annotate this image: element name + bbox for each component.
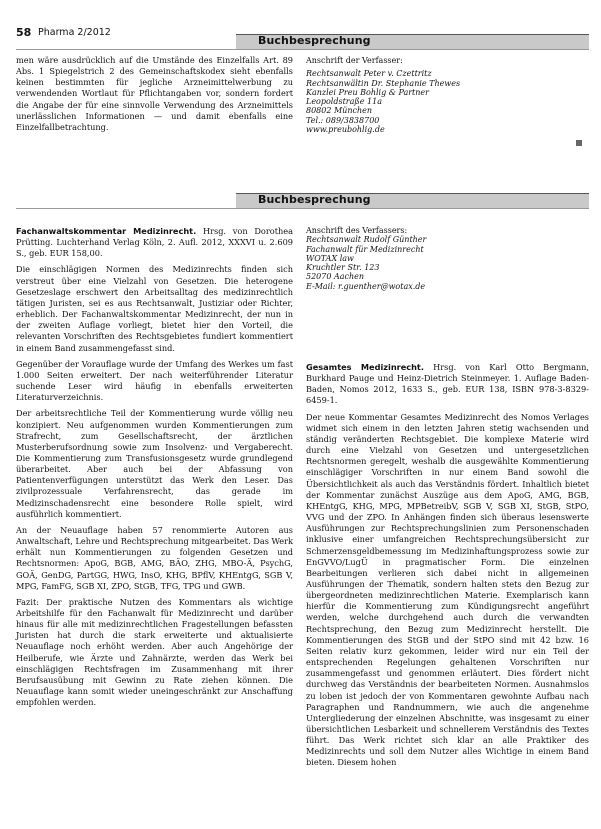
address-line: 80802 München bbox=[306, 106, 373, 116]
journal-title: Pharma 2/2012 bbox=[38, 27, 111, 38]
section-bar-review bbox=[236, 193, 589, 209]
right-book-title: Gesamtes Medizinrecht. bbox=[306, 362, 424, 372]
address-line: Rechtsanwalt Rudolf Günther bbox=[306, 235, 427, 245]
left-paragraph: An der Neuauflage haben 57 renommierte Autoren aus Anwaltschaft, Lehre und Rechtsprechung mitgearbeitet. Das Werk erhält nun Kommentierungen zu folgenden Gesetzen und Rechtsnormen: ApoG, BGB, AMG, BÄO, ZHG, MBO-Ä, PsychG, GOÄ, GenDG, PartGG, HWG, InsO, KHG, BPflV, KHEntgG, SGB V, MPG, FamFG, SGB XI, ZPO, StGB, TFG, TPG und GWB. bbox=[16, 524, 293, 591]
left-paragraph: Fazit: Der praktische Nutzen des Kommentars als wichtige Arbeitshilfe für den Fachanwalt für Medizinrecht und darüber hinaus für alle mit medizinrechtlichen Fragestellungen befassten Juristen hat durch die stark erweiterte und aktualisierte Neuauflage noch erhöht werden. Aber auch Angehörige der Heilberufe, wie Ärzte und Zahnärzte, werden das Werk bei einschlägigen Rechtsfragen im Zusammenhang mit ihrer Berufsausübung mit Gewinn zu Rate ziehen können. Die Neuauflage kann somit wieder uneingeschränkt zur Anschaffung empfohlen werden. bbox=[16, 596, 293, 708]
section-title-review: Buchbesprechung bbox=[258, 193, 371, 206]
page-number: 58 bbox=[16, 26, 32, 39]
right-review-header bbox=[306, 362, 589, 407]
address-line: Rechtsanwältin Dr. Stephanie Thewes bbox=[306, 78, 461, 88]
section-title-top: Buchbesprechung bbox=[258, 34, 371, 47]
address-line: Leopoldstraße 11a bbox=[306, 97, 382, 107]
left-review-header bbox=[16, 226, 293, 259]
address-line: Kanzlei Preu Bohlig & Partner bbox=[306, 87, 429, 97]
address-line: WOTAX law bbox=[306, 253, 354, 263]
address-line: E-Mail: r.guenther@wotax.de bbox=[306, 281, 426, 291]
right-paragraph: Der neue Kommentar Gesamtes Medizinrecht des Nomos Verlages widmet sich einem in den letzten Jahren stetig wachsenden und ständig veränderten Rechtsgebiet. Die komplexe Materie wird durch eine Vielzahl von Gesetzen und untergesetzlichen Rechtsnormen geregelt, weshalb die ausgewählte Kommentierung einschlägiger Vorschriften in nur einem Band sowohl die Übersichtlichkeit als auch das Verständnis fördert. Inhaltlich bietet der Kommentar zunächst Auszüge aus dem ApoG, AMG, BGB, KHEntgG, KHG, MPG, MPBetreibV, SGB V, SGB XI, StGB, StPO, VVG und der ZPO. In Anhängen finden sich überaus lesenswerte Ausführungen zur Rechtsprechungslinien zum Personenschaden inklusive einer umfangreichen Rechtsprechungsübersicht zur Schmerzensgeldbemessung im Medizinhaftungsprozess sowie zur EnGVVO/LugÜ in pragmatischer Form. Die einzelnen Bearbeitungen verlieren sich dabei nicht in allgemeinen Ausführungen der Thematik, sondern halten stets den Bezug zur übergeordneten medizinrechtlichen Materie. Exemplarisch kann hierfür die Kommentierung zum Kündigungsrecht angeführt werden, welche durchgehend auch durch die verwandten Rechtsprechung, den Bezug zum Medizinrecht herstellt. Die Kommentierungen des StGB und der StPO sind mit 42 bzw. 16 Seiten relativ kurz gekommen, leider wird nur ein Teil der entsprechenden Regelungen gehaltenen Vorschriften nur zusammengefasst und genommen erläutert. Dies fördert nicht durchweg das Verständnis der bearbeiteten Normen. Ausnahmslos zu loben ist jedoch der von Kommentaren gewohnte Aufbau nach Paragraphen und Randnummern, wie auch die angenehme Untergliederung der einzelnen Abschnitte, was insgesamt zu einer übersichtlichen Lesbarkeit und schnellerem Verständnis des Textes führt. Das Werk richtet sich klar an alle Praktiker des Medizinrechts und soll dem Nutzer alles Wichtige in einem Band bieten. Diesem hohen bbox=[306, 411, 589, 768]
address-line: Kruchtler Str. 123 bbox=[306, 263, 380, 273]
top-address-label: Anschrift der Verfasser: bbox=[306, 56, 403, 65]
left-paragraph: Die einschlägigen Normen des Medizinrechts finden sich verstreut über eine Vielzahl von Gesetzen. Die heterogene Gesetzeslage erschwert den Arbeitsalltag des medizinrechtlich tätigen Juristen, sei es aus Rechtsanwalt, Justiziar oder Richter, erheblich. Der Fachanwaltskommentar Medizinrecht, der nun in der zweiten Auflage vorliegt, bietet hier den Vorteil, die relevanten Vorschriften des Rechtsgebietes fundiert kommentiert in einem Band zusammengefasst sind. bbox=[16, 264, 293, 353]
section-bar-top bbox=[236, 34, 589, 50]
right-review-column bbox=[306, 362, 589, 769]
review-address-label: Anschrift des Verfassers: bbox=[306, 226, 408, 235]
address-line: Fachanwalt für Medizinrecht bbox=[306, 244, 424, 254]
right-book-biblio: Hrsg. von Karl Otto Bergmann, Burkhard Pauge und Heinz-Dietrich Steinmeyer. 1. Auflage Baden-Baden, Nomos 2012, 1633 S., geb. EUR 138, ISBN 978-3-8329-6459-1. bbox=[306, 362, 589, 406]
left-paragraph: Der arbeitsrechtliche Teil der Kommentierung wurde völlig neu konzipiert. Neu aufgenommen wurden Kommentierungen zum Strafrecht, zum Gesellschaftsrecht, der ärztlichen Musterberufsordnung sowie zum Insolvenz- und Vergaberecht. Die Kommentierung zum Transfusionsgesetz wurde grundlegend überarbeitet. Aber auch bei der Abfassung von Patientenverfügungen unterstützt das Werk den Leser. Das zivilprozessuale Verfahrensrecht, das gerade im Medizinschadensrecht eine besondere Rolle spielt, wird ausführlich kommentiert. bbox=[16, 408, 293, 519]
address-line: Rechtsanwalt Peter v. Czettritz bbox=[306, 69, 432, 79]
address-line: 52070 Aachen bbox=[306, 272, 365, 282]
address-line: Tel.: 089/3838700 bbox=[306, 115, 380, 125]
left-review-column bbox=[16, 226, 293, 708]
address-line: www.preubohlig.de bbox=[306, 125, 385, 135]
end-square-icon bbox=[576, 140, 582, 146]
review-address-block bbox=[306, 226, 576, 291]
left-paragraph: Gegenüber der Vorauflage wurde der Umfang des Werkes um fast 1.000 Seiten erweitert. Der nach weiterführender Literatur suchende Leser wird häufig in ebenfalls erweiterten Literaturverzeichnis. bbox=[16, 358, 293, 403]
top-address-block bbox=[306, 56, 576, 134]
review-rule bbox=[16, 208, 589, 209]
left-book-title: Fachanwaltskommentar Medizinrecht. bbox=[16, 226, 197, 236]
left-book-biblio: Hrsg. von Dorothea Prütting. Luchterhand Verlag Köln, 2. Aufl. 2012, XXXVI u. 2.609 S., geb. EUR 158,00. bbox=[16, 226, 293, 259]
top-continuation-text: men wäre ausdrücklich auf die Umstände des Einzelfalls Art. 89 Abs. 1 Spiegelstrich 2 des Gemeinschaftskodex sieht ebenfalls keinen bestimmten für jegliche Arzneimittelwerbung zu verwendenden Wortlaut für Pflichtangaben vor, sondern fordert die Angabe der für eine sinnvolle Verwendung des Arzneimittels unerlässlichen Informationen — und damit ebenfalls eine Einzelfallbetrachtung. bbox=[16, 55, 293, 132]
header-rule bbox=[16, 49, 589, 50]
